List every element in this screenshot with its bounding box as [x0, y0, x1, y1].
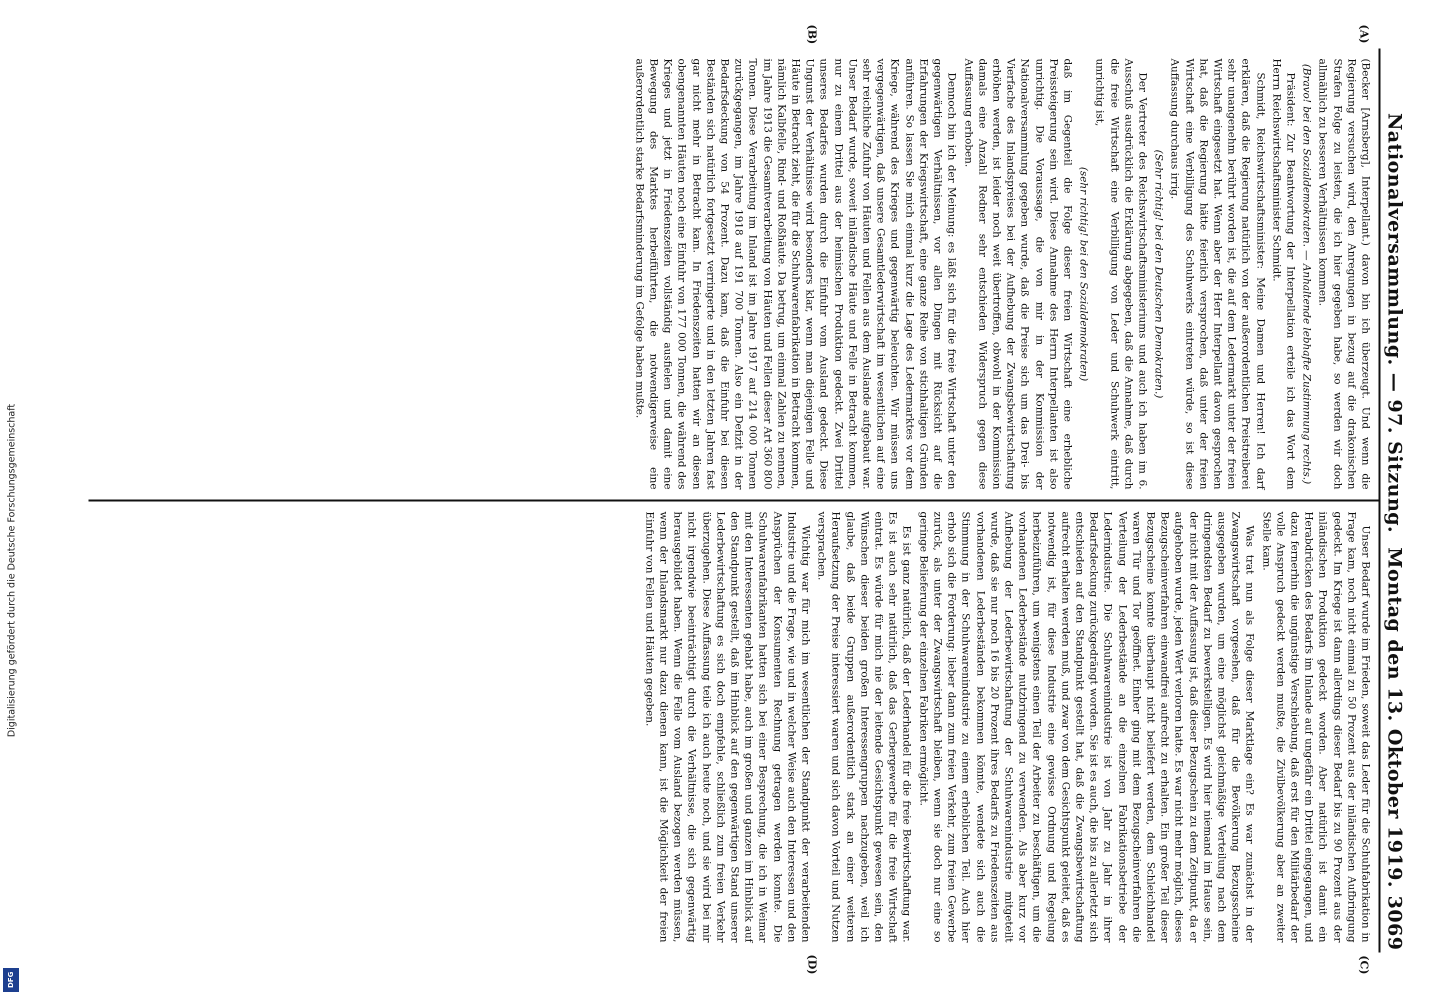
paragraph: Was trat nun als Folge dieser Marktlage ein? Es war zunächst in der Zwangswirtschaft vorgesehen, daß für die Bevölkerung Bezugsscheine ausgegeben wurden, um eine möglichst gleichmäßige Verteilung nach dem dringendsten Bedarf zu bewerkstelligen. Es wird hier niemand im Hause sein, der nicht mit der Auffassung ist, daß dieser Bezugschein zu dem Zeitpunkt, da er aufgehoben wurde, jeden Wert verloren hatte. Es war nicht mehr möglich, dieses Bezugscheinverfahren einwandfrei aufrecht zu erhalten. Ein großer Teil dieser Bezugscheine konnte überhaupt nicht beliefert werden, dem Schleichhandel waren Tür und Tor geöffnet. Einher ging mit dem Bezugscheinverfahren die Verteilung der Lederbestände an die einzelnen Fabrikationsbetriebe der Lederindustrie. Die Schuhwarenindustrie ist von Jahr zu Jahr in ihrer Bedarfsdeckung zurückgedrängt worden. Sie ist es auch, die bis zu allerletzt sich entschieden auf den Standpunkt gestellt hat, daß die Zwangsbewirtschaftung aufrecht erhalten werden muß, und zwar von dem Gesichtspunkt geleitet, daß es notwendig ist, für diese Industrie eine gewisse Ordnung und Regelung herbeizuführen, um wenigstens einen Teil der Arbeiter zu beschäftigen, um die vorhandenen Lederbestände nutzbringend zu verwenden. Als aber kurz vor Aufhebung der Lederbewirtschaftung der Schuhwarenindustrie mitgeteilt wurde, daß sie nur noch 16 bis 20 Prozent ihres Bedarfs zu Friedenszeiten aus vorhandenen Lederbeständen bekommen könnte, wendete sich auch die Stimmung in der Schuhwarenindustrie zu einem erheblichen Teil. Auch hier erhob sich die Forderung: lieber dann zum freien Verkehr, zum freien Gewerbe zurück, als unter der Zwangswirtschaft bleiben, wenn sie doch nur eine so geringe Belieferung der einzelnen Fabriken ermöglicht.	[917, 511, 1256, 942]
right-column	[89, 501, 1379, 974]
running-head-left: Nationalversammlung. — 97. Sitzung.	[1383, 112, 1406, 533]
document-page	[75, 20, 1410, 980]
page-number-right: 3069	[1383, 895, 1406, 950]
paragraph: Präsident: Zur Beantwortung der Interpellation erteile ich das Wort dem Herrn Reichswirtschaftsminister Schmidt.	[1270, 58, 1297, 489]
running-head-title	[1384, 105, 1406, 895]
running-head-right: Montag den 13. Oktober 1919.	[1383, 546, 1406, 888]
margin-marker-b: (B)	[805, 24, 819, 44]
margin-marker-c: (C)	[1357, 954, 1371, 974]
margin-marker-a: (A)	[1357, 24, 1371, 43]
paragraph: Wichtig war für mich im wesentlichen der Standpunkt der verarbeitenden Industrie und die Frage, wie und in welcher Weise auch den Interessen und den Ansprüchen der Konsumenten Rechnung getragen werden konnte. Die Schuhwarenfabrikanten hatten sich bei einer Besprechung, die ich in Weimar mit den Interessenten gehabt habe, auch im großen und ganzen im Hinblick auf den Standpunkt gestellt, daß im Hinblick auf den gegenwärtigen Stand unserer Lederbewirtschaftung es sich doch empfehle, schließlich zum freien Verkehr überzugehen. Diese Auffassung teile ich auch heute noch, und sie wird bei mir nicht irgendwie beeinträchtigt durch die Verhältnisse, die sich gegenwärtig herausgebildet haben. Wenn die Felle vom Ausland bezogen werden müssen, wenn der Inlandsmarkt nur dazu dienen kann, ist die Möglichkeit der freien Einfuhr von Fellen und Häuten gegeben.	[643, 511, 812, 942]
paragraph: Unser Bedarf wurde im Frieden, soweit das Leder für die Schuhfabrikation in Frage kam, noch nicht einmal zu 50 Prozent aus der inländischen Aufbringung gedeckt. Im Kriege ist dann allerdings dieser Bedarf bis zu 90 Prozent aus der inländischen Produktion gedeckt worden. Aber natürlich ist damit ein Herabdrücken des Bedarfs im Inlande auf ungefähr ein Drittel eingegangen, und dazu fernerhin die ungünstige Verschiebung, daß erst für den Militärbedarf der volle Anspruch gedeckt werden mußte, die Zivilbevölkerung aber an zweiter Stelle kam.	[1260, 511, 1372, 942]
paragraph: (Becker [Arnsberg], Interpellant.) davon bin ich überzeugt. Und wenn die Regierung versuchen wird, den Anregungen in bezug auf die drakonischen Strafen Folge zu leisten, die ich hier gegeben habe, so werden wir doch allmählich zu besseren Verhältnissen kommen.	[1316, 58, 1372, 489]
paragraph: Es ist ganz natürlich, daß der Lederhandel für die freie Bewirtschaftung war. Es ist auch sehr natürlich, daß das Gerbergewerbe für die freie Wirtschaft eintrat. Es würde für mich nie der leitende Gesichtspunkt gewesen sein, den Wünschen dieser beiden großen Interessengruppen nachzugeben, weil ich glaube, daß beide Gruppen außerordentlich stark an einer weiteren Heraufsetzung der Preise interessiert waren und sich davon Vorteil und Nutzen versprachen.	[815, 511, 913, 942]
dfg-logo: DFG	[3, 968, 19, 992]
interjection: (Bravo! bei den Sozialdemokraten. — Anhaltende lebhafte Zustimmung rechts.)	[1300, 63, 1313, 484]
paragraph: Der Vertreter des Reichswirtschaftsministeriums und auch ich haben im 6. Ausschuß ausdrücklich die Erklärung abgegeben, daß die Annahme, daß durch die freie Wirtschaft eine Verbilligung von Leder und Schuhwerk eintritt, unrichtig ist,	[1093, 58, 1149, 489]
margin-marker-d: (D)	[805, 954, 819, 974]
interjection: (Sehr richtig! bei den Deutschen Demokraten.)	[1152, 149, 1165, 398]
paragraph: Dennoch bin ich der Meinung: es läßt sich für die freie Wirtschaft unter den gegenwärtigen Verhältnissen, vor allen Dingen mit Rücksicht auf die Erfahrungen der Kriegswirtschaft, eine ganze Reihe von stichhaltigen Gründen anführen. So lassen Sie mich einmal kurz die Lage des Ledermarktes vor dem Kriege, während des Krieges und gegenwärtig beleuchten. Wir müssen uns vergegenwärtigen, daß unsere Gesamtlederwirtschaft im wesentlichen auf eine sehr reichliche Zufuhr von Häuten und Fellen aus dem Auslande aufgebaut war. Unser Bedarf wurde, soweit inländische Häute und Felle in Betracht kommen, nur zu einem Drittel aus der heimischen Produktion gedeckt. Zwei Drittel unseres Bedarfes wurden durch die Einfuhr vom Ausland gedeckt. Diese Ungunst der Verhältnisse wird besonders klar, wenn man diejenigen Felle und Häute in Betracht zieht, die für die Schuhwarenfabrikation in Betracht kommen, nämlich Kalbfelle, Rind- und Roßhäute. Da betrug, um einmal Zahlen zu nennen, im Jahre 1913 die Gesamtverarbeitung von Häuten und Fellen dieser Art 360 800 Tonnen. Diese Verarbeitung im Inland ist im Jahre 1917 auf 214 000 Tonnen zurückgegangen, im Jahre 1918 auf 191 700 Tonnen. Also ein Defizit in der Bedarfsdeckung von 54 Prozent. Dazu kam, daß die Einfuhr bei diesen Beständen sich natürlich fortgesetzt verringerte und in den letzten Jahren fast gar nicht mehr in Betracht kam. In Friedenszeiten hatten wir an diesen obengenannten Häuten noch eine Einfuhr von 177 000 Tonnen, die während des Krieges und jetzt in Friedenszeiten vollständig ausfielen und damit eine Bewegung des Marktes herbeiführten, die notwendigerweise eine außerordentlich starke Bedarfsminderung im Gefolge haben mußte.	[633, 58, 958, 490]
running-head	[1379, 48, 1410, 952]
paragraph: daß im Gegenteil die Folge dieser freien Wirtschaft eine erhebliche Preissteigerung sein wird. Diese Annahme des Herrn Interpellanten ist also unrichtig. Die Voraussage, die von mir in der Kommission der Nationalversammlung gegeben wurde, daß die Preise sich um das Drei- bis Vierfache des Inlandspreises bei der Aufhebung der Zwangsbewirtschaftung erhöhen werden, ist leider noch weit übertroffen, obwohl in der Kommission damals eine Anzahl Redner sehr entschieden Widerspruch gegen diese Auffassung erhoben.	[962, 58, 1074, 489]
digitization-credit	[2, 170, 22, 990]
text-columns	[89, 24, 1379, 974]
interjection: (sehr richtig! bei den Sozialdemokraten)	[1077, 166, 1090, 381]
paragraph: Schmidt, Reichswirtschaftsminister: Meine Damen und Herren! Ich darf erklären, daß die Regierung natürlich von der außerordentlichen Preistreiberei sehr unangenehm berührt worden ist, die auf dem Ledermarkt unter der freien Wirtschaft eingesetzt hat. Wenn aber der Herr Interpellant davon gesprochen hat, daß die Regierung hätte feierlich versprochen, daß unter der freien Wirtschaft eine Verbilligung des Schuhwerks eintreten würde, so ist diese Auffassung durchaus irrig.	[1168, 58, 1267, 489]
left-column	[89, 24, 1379, 501]
credit-text: Digitalisierung gefördert durch die Deutsche Forschungsgemeinschaft	[6, 403, 18, 738]
